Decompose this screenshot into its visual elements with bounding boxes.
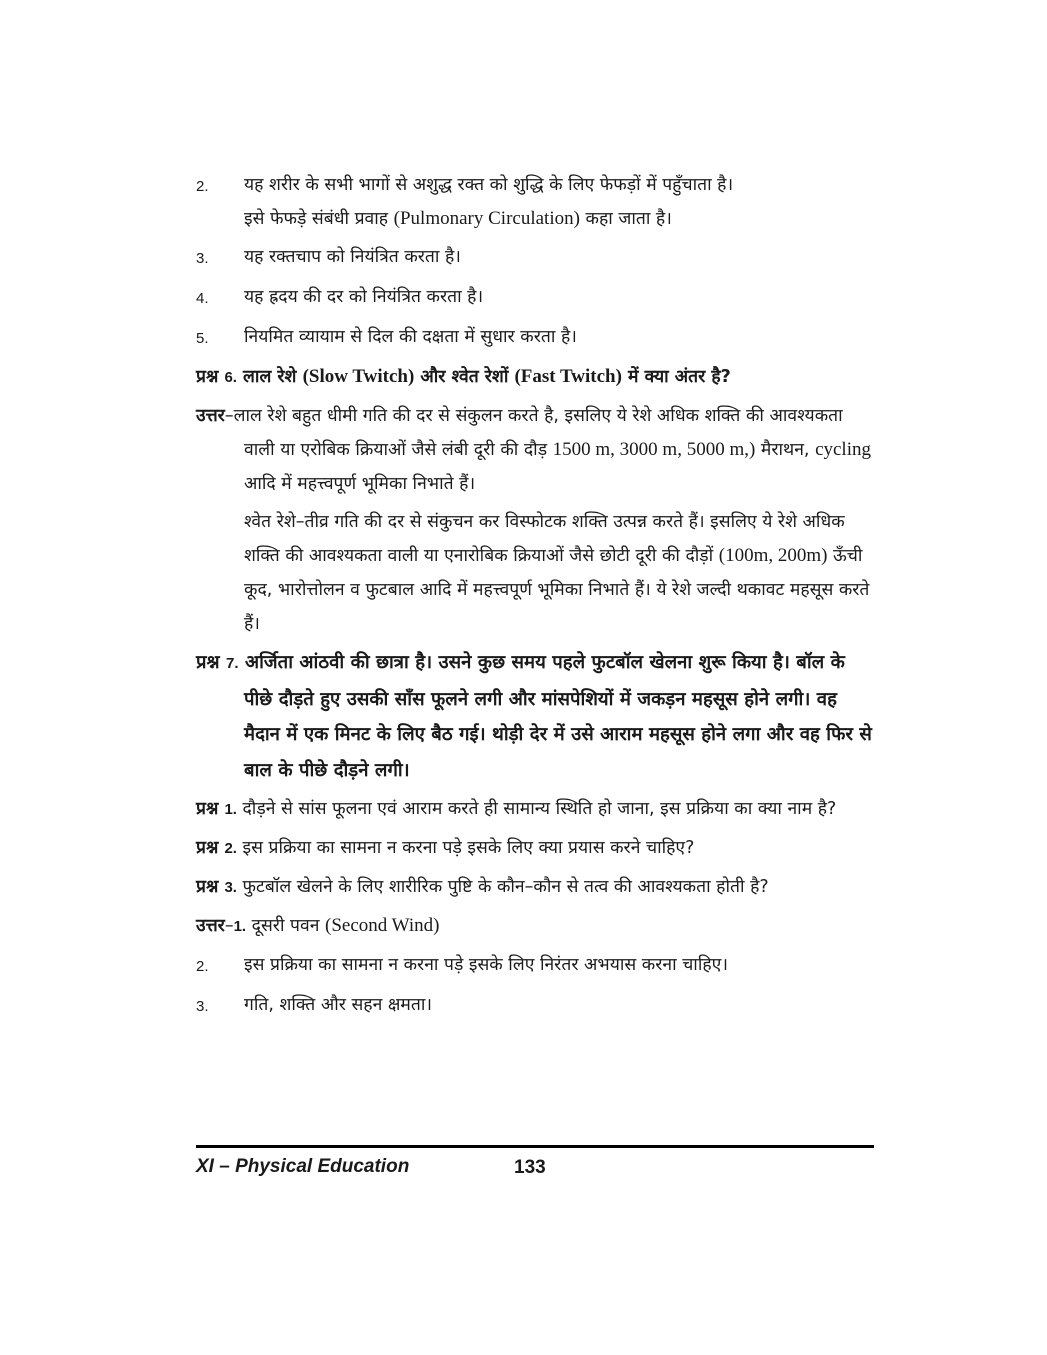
list-text: यह रक्तचाप को नियंत्रित करता है।: [244, 247, 461, 267]
list-number: 3.: [196, 250, 209, 267]
answer-label: उत्तर: [196, 406, 225, 426]
list-text: यह ह्रदय की दर को नियंत्रित करता है।: [244, 287, 484, 307]
list-item: 2. यह शरीर के सभी भागों से अशुद्ध रक्त को शुद्धि के लिए फेफड़ों में पहुँचाता है। इसे फेफड़े संबंधी प्रवाह (Pulmonary Circulation) कहा जाता है।: [196, 168, 874, 236]
list-text: यह शरीर के सभी भागों से अशुद्ध रक्त को शुद्धि के लिए फेफड़ों में पहुँचाता है।: [244, 175, 734, 195]
list-item: [196, 320, 874, 356]
question-7: प्रश्न 7. अर्जिता आंठवी की छात्रा है। उसने कुछ समय पहले फुटबॉल खेलना शुरू किया है। बॉल के पीछे दौड़ते हुए उसकी साँस फूलने लगी और मांसपेशियों में जकड़न महसूस होने लगी। वह मैदान में एक मिनट के लिए बैठ गई। थोड़ी देर में उसे आराम महसूस होने लगा और वह फिर से बाल के पीछे दौड़ने लगी।: [196, 652, 872, 781]
list-number: 3.: [196, 998, 209, 1015]
answer-6-paragraph-1: उत्तर–लाल रेशे बहुत धीमी गति की दर से संकुलन करते है, इसलिए ये रेशे अधिक शक्ति की आवश्यकता वाली या एरोबिक क्रियाओं जैसे लंबी दूरी की दौड़ 1500 m, 3000 m, 5000 m,) मैराथन, cycling आदि में महत्त्वपूर्ण भूमिका निभाते हैं।: [196, 406, 871, 494]
question-6: प्रश्न 6. लाल रेशे (Slow Twitch) और श्वेत रेशों (Fast Twitch) में क्या अंतर है?: [196, 366, 731, 387]
list-number: 2.: [196, 178, 209, 195]
answer-6-paragraph-2: श्वेत रेशे–तीव्र गति की दर से संकुचन कर विस्फोटक शक्ति उत्पन्न करते हैं। इसलिए ये रेशे अधिक शक्ति की आवश्यकता वाली या एनारोबिक क्रियाओं जैसे छोटी दूरी की दौड़ों (100m, 200m) ऊँची कूद, भारोत्तोलन व फुटबाल आदि में महत्त्वपूर्ण भूमिका निभाते हैं। ये रेशे जल्दी थकावट महसूस करते हैं।: [244, 512, 870, 634]
list-item: [196, 280, 874, 316]
list-text: गति, शक्ति और सहन क्षमता।: [244, 995, 433, 1015]
english-term: (Pulmonary Circulation): [393, 208, 580, 229]
sub-question-3: प्रश्न 3. फुटबॉल खेलने के लिए शारीरिक पुष्टि के कौन–कौन से तत्व की आवश्यकता होती है?: [196, 877, 769, 897]
list-item: [196, 240, 874, 276]
list-number: 5.: [196, 330, 209, 347]
footer-divider: [196, 1145, 874, 1148]
sub-question-2: प्रश्न 2. इस प्रक्रिया का सामना न करना पड़े इसके लिए क्या प्रयास करने चाहिए?: [196, 838, 695, 858]
list-number: 2.: [196, 958, 209, 975]
sub-question-1: प्रश्न 1. दौड़ने से सांस फूलना एवं आराम करते ही सामान्य स्थिति हो जाना, इस प्रक्रिया का क्या नाम है?: [196, 799, 837, 819]
footer-title: XI – Physical Education: [196, 1156, 410, 1177]
list-text: इस प्रक्रिया का सामना न करना पड़े इसके लिए निरंतर अभयास करना चाहिए।: [244, 955, 728, 975]
answer-7-item-1: उत्तर–1. दूसरी पवन (Second Wind): [196, 915, 440, 936]
page-number: 133: [514, 1157, 546, 1178]
list-text: नियमित व्यायाम से दिल की दक्षता में सुधार करता है।: [244, 327, 577, 347]
list-number: 4.: [196, 290, 209, 307]
list-item: [196, 948, 874, 984]
page-body: [196, 168, 874, 1028]
list-item: [196, 988, 874, 1024]
answer-label: उत्तर: [196, 916, 225, 936]
